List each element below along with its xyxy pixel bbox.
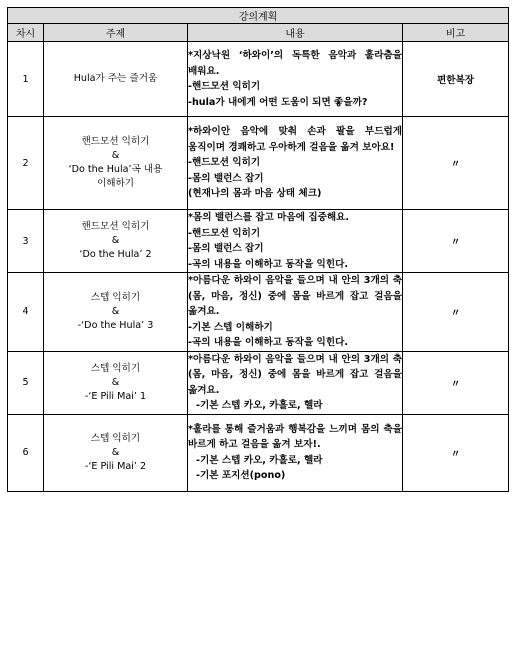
topic-line: Hula가 주는 즐거움 — [73, 73, 158, 84]
content-line: -몸의 밸런스 잡기 — [188, 172, 264, 184]
content-line: -기본 스텝 이해하기 — [188, 321, 273, 333]
session-note: 편한복장 — [403, 42, 509, 117]
header-content: 내용 — [188, 24, 403, 42]
session-topic — [44, 273, 188, 352]
session-content — [188, 273, 403, 352]
content-line: -기본 스텝 카오, 카홀로, 헬라 — [196, 454, 323, 466]
session-number: 4 — [8, 273, 44, 352]
topic-line: 핸드모션 익히기 — [81, 136, 150, 147]
topic-line: 이해하기 — [96, 178, 135, 189]
table-row — [8, 117, 509, 210]
content-line: *몸의 밸런스를 잡고 마음에 집중해요. — [188, 212, 350, 223]
session-content — [188, 351, 403, 414]
topic-line: -‘E Pili Mai’ 2 — [84, 460, 147, 472]
topic-line: 스텝 익히기 — [90, 291, 141, 303]
header-topic: 주제 — [44, 24, 188, 42]
session-note: 〃 — [403, 351, 509, 414]
topic-line: & — [111, 376, 120, 388]
table-row — [8, 414, 509, 491]
topic-line: 핸드모션 익히기 — [81, 221, 150, 232]
content-line: (현재나의 몸과 마음 상태 체크) — [188, 188, 322, 200]
header-note: 비고 — [403, 24, 509, 42]
table-row — [8, 351, 509, 414]
content-line: -곡의 내용을 이해하고 동작을 익힌다. — [188, 337, 348, 348]
session-note: 〃 — [403, 117, 509, 210]
content-line: -핸드모션 익히기 — [188, 227, 261, 239]
session-number: 2 — [8, 117, 44, 210]
topic-line: & — [111, 446, 120, 458]
content-line: -핸드모션 익히기 — [188, 157, 261, 169]
topic-line: & — [111, 305, 120, 317]
content-line: -핸드모션 익히기 — [188, 81, 261, 92]
content-line: *아름다운 하와이 음악을 들으며 내 안의 3개의 축(몸, 마음, 정신) 중에 몸을 바르게 잡고 걸음을 옮겨요. — [188, 353, 402, 396]
session-topic — [44, 351, 188, 414]
session-topic — [44, 210, 188, 273]
topic-line: & — [111, 235, 120, 246]
content-line: -몸의 밸런스 잡기 — [188, 243, 264, 254]
topic-line: -‘Do the Hula’ 3 — [77, 319, 154, 331]
table-row — [8, 42, 509, 117]
session-content — [188, 117, 403, 210]
session-topic — [44, 42, 188, 117]
session-note: 〃 — [403, 414, 509, 491]
session-number: 5 — [8, 351, 44, 414]
session-number: 3 — [8, 210, 44, 273]
lesson-plan-table — [7, 7, 509, 492]
session-content — [188, 414, 403, 491]
content-line: -hula가 내에게 어떤 도움이 되면 좋을까? — [188, 96, 368, 108]
table-title: 강의계획 — [8, 8, 509, 24]
content-line: -기본 포지션(pono) — [196, 470, 286, 481]
session-topic — [44, 414, 188, 491]
session-note: 〃 — [403, 210, 509, 273]
header-row — [8, 24, 509, 42]
topic-line: 스텝 익히기 — [90, 362, 141, 374]
content-line: *지상낙원 ‘하와이’의 독특한 음악과 훌라춤을 배워요. — [188, 50, 402, 77]
session-note: 〃 — [403, 273, 509, 352]
topic-line: 스텝 익히기 — [90, 432, 141, 444]
session-content — [188, 42, 403, 117]
table-body — [8, 42, 509, 492]
header-no: 차시 — [8, 24, 44, 42]
session-content — [188, 210, 403, 273]
content-line: *아름다운 하와이 음악을 들으며 내 안의 3개의 축(몸, 마음, 정신) 중에 몸을 바르게 잡고 걸음을 옮겨요. — [188, 275, 402, 317]
topic-line: ‘Do the Hula’곡 내용 — [68, 164, 163, 175]
topic-line: & — [111, 150, 120, 161]
session-number: 1 — [8, 42, 44, 117]
content-line: *하와이안 음악에 맞춰 손과 팔을 부드럽게 움직이며 경쾌하고 우아하게 걸음을 옮겨 보아요! — [188, 126, 402, 153]
topic-line: ‘Do the Hula’ 2 — [79, 249, 152, 260]
session-number: 6 — [8, 414, 44, 491]
table-row — [8, 273, 509, 352]
content-line: -곡의 내용을 이해하고 동작을 익힌다. — [188, 258, 348, 270]
session-topic — [44, 117, 188, 210]
topic-line: -‘E Pili Mai’ 1 — [84, 390, 147, 402]
content-line: *훌라를 통해 즐거움과 행복감을 느끼며 몸의 축을 바르게 하고 걸음을 옮겨 보자!. — [188, 423, 402, 450]
content-line: -기본 스텝 카오, 카홀로, 헬라 — [196, 400, 323, 411]
table-row — [8, 210, 509, 273]
